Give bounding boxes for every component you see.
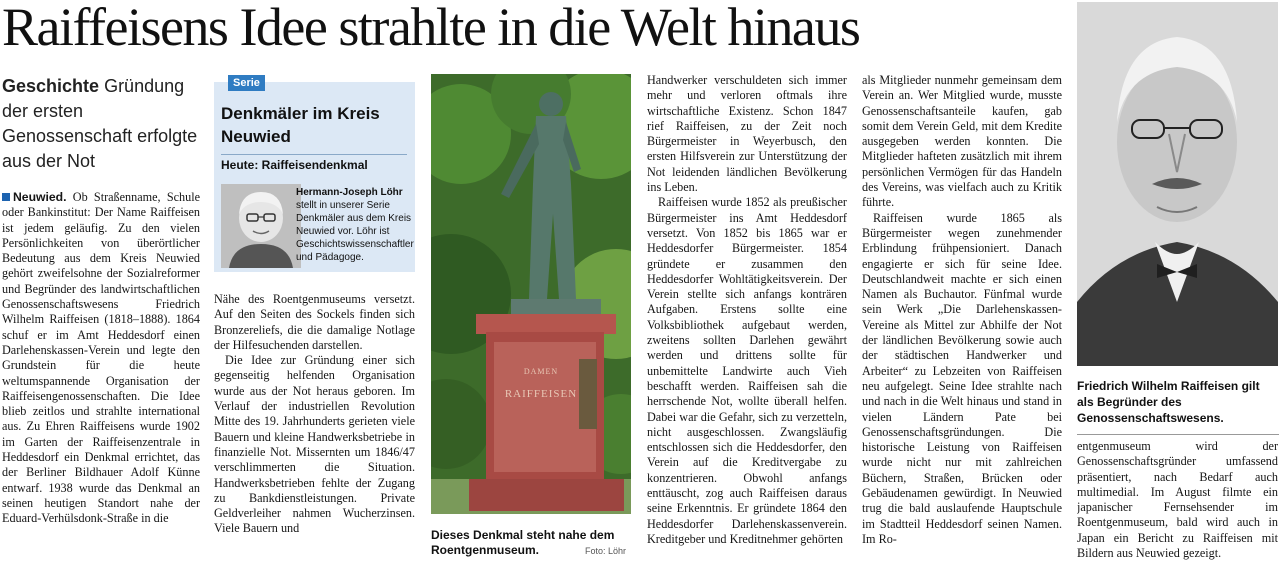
article-column-5 xyxy=(1077,439,1278,561)
series-box xyxy=(214,77,415,272)
svg-text:DAMEN: DAMEN xyxy=(523,367,559,376)
author-name: Hermann-Joseph Löhr xyxy=(296,187,403,198)
paragraph: Nähe des Roentgenmuseums versetzt. Auf den Seiten des Sockels finden sich Bronzereliefs, die die damalige Notlage der Hilfesuchenden darstellen. xyxy=(214,292,415,352)
paragraph: Raiffeisen wurde 1852 als preußischer Bürgermeister ins Amt Heddesdorf versetzt. Von 1852 bis 1865 war er Heddesdorfer Bürgermeister. 1854 gründete er zusammen den Heddesdorfer Wohltätigkeitsverein. Der Verein stellte sich anfangs konträren Aufgaben. Erstens sollte eine Volksbibliothek aufgebaut werden, zweitens sollten Darlehen gewährt werden und drittens sollte für unbemittelte Landwirte auch Vieh beschafft werden. Raiffeisen sah die herrschende Not, wollte überall helfen. Dabei war die Gefahr, sich zu verzetteln, nicht ausgeschlossen. Zwangsläufig entschlossen sich die Heddesdorfer, den Verein auf die Kreditvergabe zu konzentrieren. Obwohl anfangs enttäuscht, zog auch Raiffeisen daraus seine Erkenntnis. Er gründete 1864 den Heddesdorfer Darlehenskassenverein. Kreditgeber und Kreditnehmer gehörten xyxy=(647,195,847,546)
subheadline xyxy=(2,74,202,174)
paragraph: als Mitglieder nunmehr gemeinsam dem Verein an. Wer Mitglied wurde, musste Genossenschaftsanteile kaufen, gab somit dem Verein Geld, mit dem Kredite ausgegeben werden konnten. Die Mitglieder hafteten zusätzlich mit ihrem persönlichen Vermögen für das Handeln des Vereins, was vielfach auch zu Kritik führte. xyxy=(862,73,1062,210)
article-column-1 xyxy=(2,190,200,558)
series-today: Heute: Raiffeisendenkmal xyxy=(221,158,368,172)
dateline: Neuwied. xyxy=(2,190,67,204)
paragraph: Raiffeisen wurde 1865 als Bürgermeister wegen zunehmender Erblindung frühpensioniert. Danach engagierte er sich für seine Idee. Deutschlandweit machte er sich einen Namen als Buchautor. Fünfmal wurde sein Werk „Die Darlehenskassen-Vereine als Mittel zur Abhilfe der Not der ländlichen Bevölkerung sowie auch der städtischen Handwerker und Arbeiter“ zu Lebzeiten von Raiffeisen neu aufgelegt. Seine Idee strahlte nach und nach in die Welt hinaus und stand in vielen Ländern Pate bei Genossenschaftsgründungen. Die historische Leistung von Raiffeisen wurde nicht nur mit zahlreichen Büchern, Straßen, Brücken oder Gebäudenamen gewürdigt. In Neuwied trug die bald auslaufende Hauptschule im Stadtteil Heddesdorf seinen Namen. Im Ro- xyxy=(862,210,1062,546)
paragraph: entgenmuseum wird der Genossenschaftsgründer umfassend präsentiert, nach Bedarf auch multimedial. Im August filmte ein japanischer Fernsehsender im Roentgenmuseum, bald wird auch in Japan ein Bericht zu Raiffeisen mit Bildern aus Neuwied gezeigt. xyxy=(1077,439,1278,561)
photo-credit: Foto: Löhr xyxy=(585,546,627,556)
paragraph: Handwerker verschuldeten sich immer mehr und verloren oftmals ihre wirtschaftliche Existenz. Schon 1847 rief Raiffeisen, zu der Zeit noch Bürgermeister in Weyerbusch, den ersten Hilfsverein zur Unterstützung der Not leidenden ländlichen Bevölkerung ins Leben. xyxy=(647,73,847,195)
paragraph: Die Idee zur Gründung einer sich gegenseitig helfenden Organisation wurde aus der Not heraus geboren. Im Verlauf der industriellen Revolution Mitte des 19. Jahrhunderts gerieten viele Bauern und kleine Handwerksbetriebe in finanzielle Not. Missernten um 1846/47 verschlimmerten die Situation. Handwerksbetrieben fehlte der Zugang zu Bankdienstleistungen. Private Geldverleiher nahmen Wucherzinsen. Viele Bauern und xyxy=(214,353,415,536)
divider xyxy=(221,154,407,155)
subhead-text: Gründung der ersten Genossenschaft erfolgte aus der Not xyxy=(2,76,198,171)
dateline-marker-icon xyxy=(2,193,10,201)
author-bio xyxy=(296,186,414,264)
author-portrait xyxy=(221,184,301,268)
series-tag: Serie xyxy=(228,75,265,91)
headline: Raiffeisens Idee strahlte in die Welt hinaus xyxy=(2,0,860,57)
divider xyxy=(1077,434,1279,435)
article-column-3 xyxy=(647,73,847,558)
raiffeisen-portrait xyxy=(1077,2,1278,366)
subhead-kicker: Geschichte xyxy=(2,76,100,96)
portrait-caption: Friedrich Wilhelm Raiffeisen gilt als Begründer des Genossenschaftswesens. xyxy=(1077,379,1260,425)
series-title: Denkmäler im Kreis Neuwied xyxy=(221,104,380,146)
pedestal-inscription: RAIFFEISEN xyxy=(504,388,578,400)
paragraph: Ob Straßenname, Schule oder Bankinstitut: Der Name Raiffeisen ist jedem geläufig. Zu den vielen Persönlichkeiten von überörtlicher Bedeutung aus dem Kreis Neuwied gehört zweifelsohne der Sozialreformer und Begründer des landwirtschaftlichen Genossenschaftswesens Friedrich Wilhelm Raiffeisen (1818–1888). 1864 schuf er im Amt Heddesdorf einen Darlehenskassen-Verein und legte den Grundstein für die heute weltumspannende Organisation der Raiffeisengenossenschaften. Die Idee blieb zeitlos und strahlte international aus. Zu Ehren Raiffeisens wurde 1902 im Garten der Raiffeisenzentrale in Heddesdorf ein Denkmal errichtet, das der Berliner Bildhauer Adolf Künne entwarf. 1938 wurde das Denkmal an seinen heutigen Standort nahe der Eduard-Verhülsdonk-Straße in die xyxy=(2,190,200,526)
photo-caption: Dieses Denkmal steht nahe dem Roentgenmuseum. xyxy=(431,528,615,557)
author-description: stellt in unserer Serie Denkmäler aus dem Kreis Neuwied vor. Löhr ist Geschichtswissenschaftler und Pädagoge. xyxy=(296,200,414,263)
article-column-2 xyxy=(214,292,415,558)
monument-photo xyxy=(431,74,631,514)
article-column-4 xyxy=(862,73,1062,558)
